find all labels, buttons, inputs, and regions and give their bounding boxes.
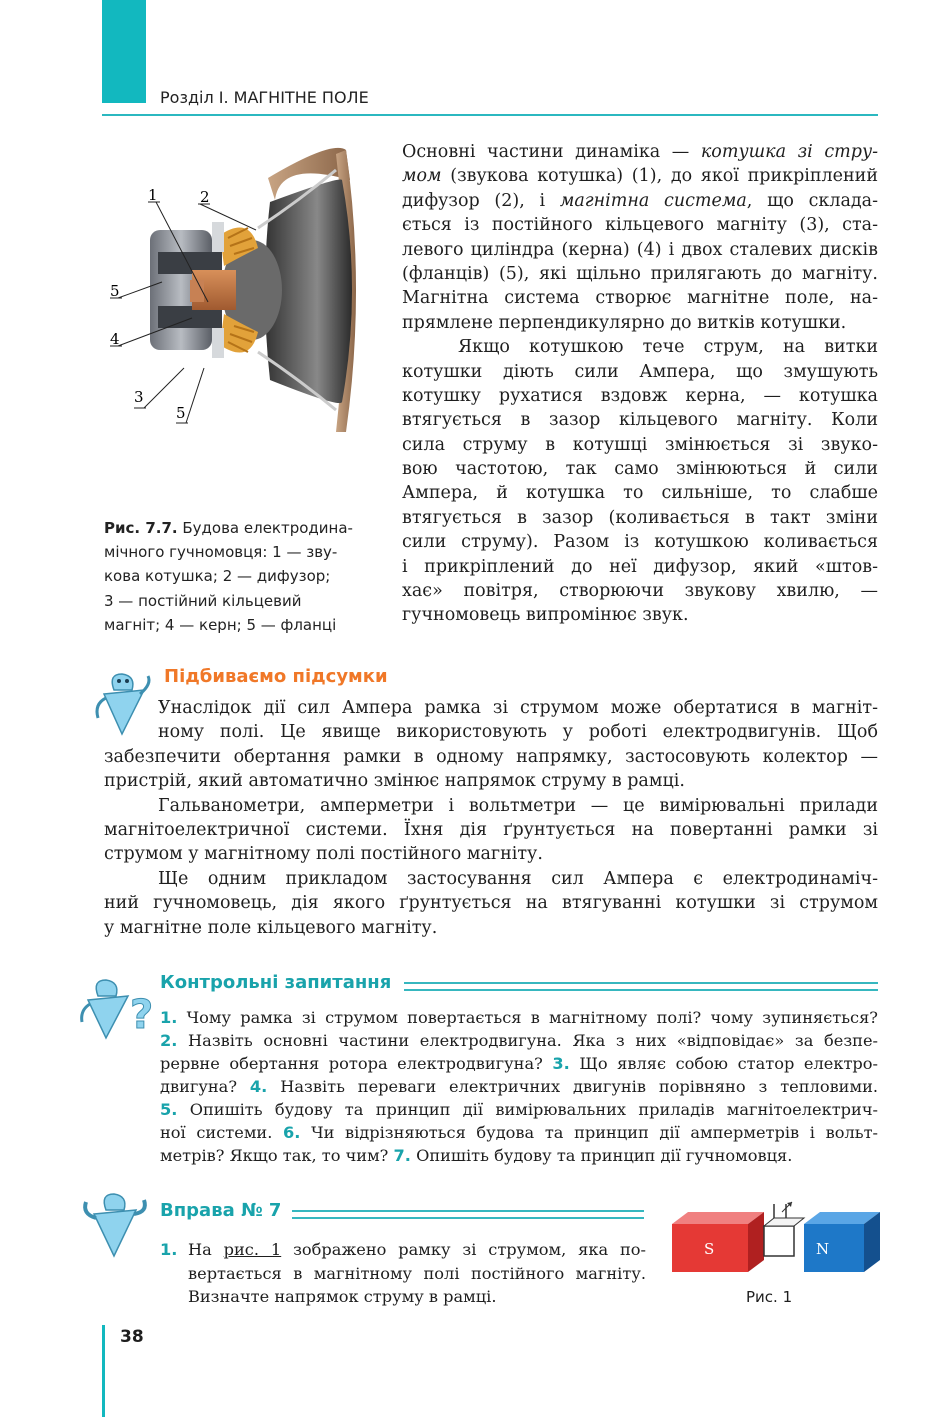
figure-reference-link[interactable]: рис. 1 [223,1240,282,1259]
text-line: сила струму в котушці змінюється зі звуко- [402,434,878,455]
figure-caption-number: Рис. 7.7. [104,519,178,537]
diagram-label-3: 3 [134,388,144,406]
question-text: Назвіть переваги електричних двигунів порівняно з тепловими. [267,1077,879,1096]
header-accent-bar [102,0,146,103]
magnet-n-label: N [816,1240,830,1258]
text-line: прямлене перпендикулярно до витків котушки. [402,312,847,333]
exercise-title-rule [292,1210,644,1219]
text-run: , що склада- [746,190,878,211]
question-line [160,1075,878,1098]
exercise-text: зображено рамку зі струмом, яка по- [281,1240,647,1259]
exercise-title: Вправа № 7 [160,1200,282,1221]
text-line: ється із постійного кільцевого магніту (3), ста- [402,215,878,236]
exercise-text: вертається в магнітному полі постійного магніту. [188,1263,646,1283]
question-line [160,1121,878,1144]
question-line [160,1006,878,1029]
text-line: вою частотою, так само змінюються й сили [402,459,878,480]
question-line [160,1052,878,1075]
mascot-exercise-icon [80,1190,150,1260]
text-line: ний гучномовець, дія якого ґрунтується на втягуванні котушки зі струмом [104,893,878,914]
text-line: (фланців) (5), які щільно прилягають до магніту. [402,263,878,284]
diagram-label-1: 1 [148,186,158,204]
speaker-diagram [100,140,400,440]
question-text: Що являє собою статор електро- [569,1054,878,1073]
exercise-number: 1. [160,1240,178,1259]
intro-paragraph [402,140,878,628]
questions-list [160,1006,878,1167]
figure-caption-line: магніт; 4 — керн; 5 — фланці [104,615,337,634]
figure-caption-line: 3 — постійний кільцевий [104,591,302,610]
text-run-italic: магнітна система [559,190,747,211]
text-line: забезпечити обертання рамки в одному напрямку, застосовують колектор — [104,746,878,767]
section-header: Розділ І. МАГНІТНЕ ПОЛЕ [160,88,369,107]
text-run: Основні частини динаміка — [402,142,701,162]
question-text: ної системи. [160,1123,283,1142]
text-line: гучномовець випромінює звук. [402,605,689,626]
text-line: Ампера, й котушка то сильніше, то слабше [402,483,878,504]
text-line: сили струму). Разом із котушкою коливається [402,532,878,553]
text-run: дифузор (2), і [402,190,560,211]
questions-title: Контрольні запитання [160,972,392,993]
magnet-s-label: S [704,1240,715,1258]
question-number: 1. [160,1008,178,1027]
text-run-italic: котушка зі стру- [700,142,879,162]
question-text: метрів? Якщо так, то чим? [160,1146,394,1165]
exercise-task-1 [160,1238,646,1309]
question-line [160,1098,878,1121]
figure-1-caption: Рис. 1 [746,1288,793,1306]
text-line: у магнітне поле кільцевого магніту. [104,917,438,938]
text-line: Гальванометри, амперметри і вольтметри — це вимірювальні прилади [158,795,878,816]
exercise-text: Визначте напрямок струму в рамці. [188,1287,497,1306]
question-text: Чи відрізняються будова та принцип дії амперметрів і вольт- [300,1123,878,1142]
figure-caption-line: кова котушка; 2 — дифузор; [104,567,331,586]
question-line [160,1144,878,1167]
summary-title: Підбиваємо підсумки [164,666,388,687]
question-text: двигуна? [160,1077,250,1096]
text-run: (звукова котушка) (1), до якої прикріплений [441,166,878,187]
question-number: 6. [283,1123,301,1142]
text-run-italic: мом [402,166,442,187]
text-line: котушки діють сили Ампера, що змушують [402,361,878,382]
text-line: пристрій, який автоматично змінює напрямок струму в рамці. [104,771,685,792]
question-text: Назвіть основні частини електродвигуна. Яка з них «відповідає» за безпе- [177,1031,878,1050]
question-text: Опишіть будову та принцип дії гучномовця. [410,1146,793,1165]
exercise-text: На [188,1240,224,1259]
text-line: втягується в зазор (коливається в такт зміни [402,507,878,528]
svg-text:?: ? [130,992,154,1038]
mascot-question-icon [78,976,154,1042]
summary-body [104,696,878,940]
diagram-label-4: 4 [110,330,120,348]
text-line: втягується в зазор кільцевого магніту. Коли [402,410,878,431]
text-line: Магнітна система створює магнітне поле, на- [402,288,878,309]
text-line: ному полі. Це явище використовують у роботі електродвигунів. Щоб [158,722,878,743]
text-line: і прикріплений до неї дифузор, який «штов- [402,556,878,577]
figure-caption-line: мічного гучномовця: 1 — зву- [104,543,338,562]
text-line: котушку рухатися вздовж керна, — котушка [402,385,878,406]
question-text: рервне обертання ротора електродвигуна? [160,1054,553,1073]
question-text: Чому рамка зі струмом повертається в магнітному полі? чому зупиняється? [177,1008,878,1027]
header-divider [102,114,878,116]
text-line: Унаслідок дії сил Ампера рамка зі струмом може обертатися в магніт- [158,698,878,718]
text-line: Якщо котушкою тече струм, на витки [458,337,878,358]
figure-caption-line: Будова електродина- [177,519,353,537]
text-line: Ще одним прикладом застосування сил Ампера є електродинаміч- [158,868,878,889]
question-number: 7. [393,1146,411,1165]
question-text: Опишіть будову та принцип дії вимірювальних приладів магнітоелектрич- [177,1100,878,1119]
questions-title-rule [404,982,878,991]
diagram-label-2: 2 [200,188,210,206]
question-number: 2. [160,1031,178,1050]
question-line [160,1029,878,1052]
magnet-frame-figure [668,1198,882,1278]
question-number: 4. [249,1077,268,1096]
diagram-label-5-top: 5 [110,282,120,300]
question-number: 5. [160,1100,178,1119]
question-number: 3. [552,1054,570,1073]
page-number: 38 [120,1327,144,1347]
diagram-label-5-bottom: 5 [176,404,186,422]
text-line: магнітоелектричної системи. Їхня дія ґрунтується на повертанні рамки зі [104,819,878,840]
text-line: струмом у магнітному полі постійного магніту. [104,844,543,865]
figure-caption [104,516,366,637]
page-accent-bar [102,1325,105,1417]
text-line: левого циліндра (керна) (4) і двох сталевих дисків [402,239,878,260]
text-line: хає» повітря, створюючи звукову хвилю, — [402,581,878,602]
